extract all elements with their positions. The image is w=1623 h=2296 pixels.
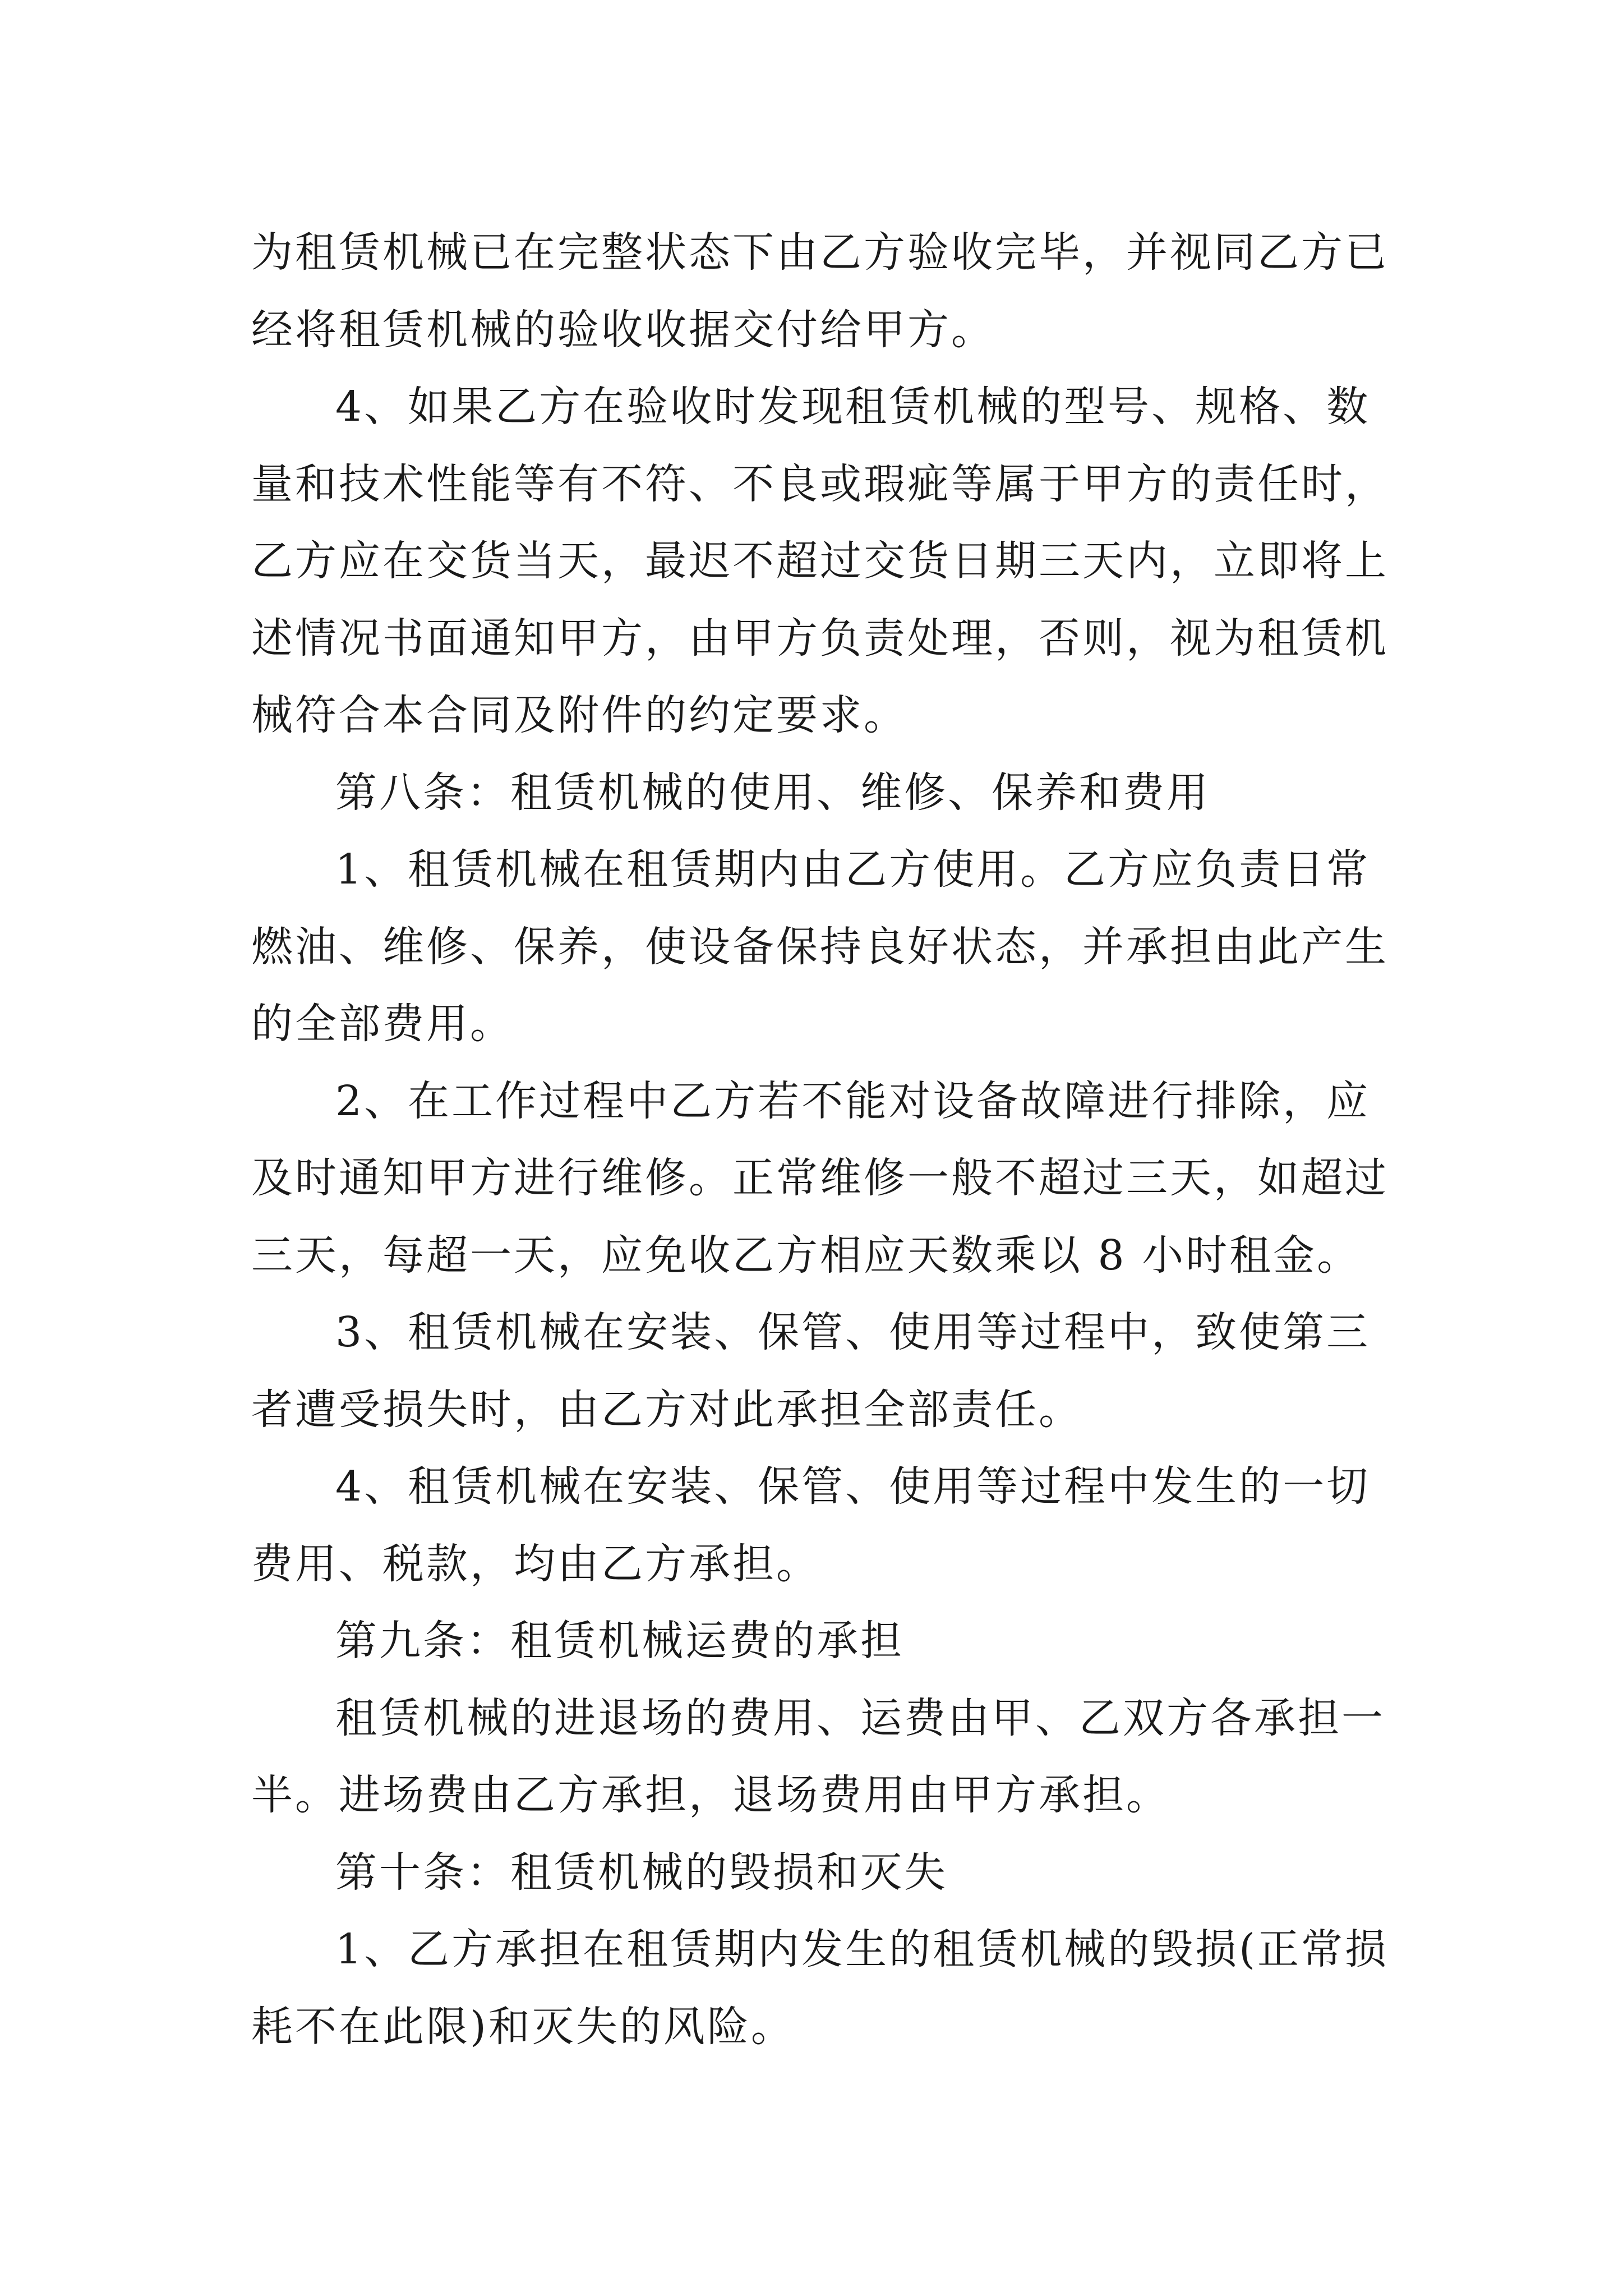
text-line: 3、租赁机械在安装、保管、使用等过程中，致使第三	[335, 1308, 1371, 1356]
text-line: 械符合本合同及附件的约定要求。	[251, 691, 907, 739]
paragraph-7	[251, 1680, 1385, 1834]
section-heading-10	[251, 1834, 1373, 1912]
heading-line: 第九条：租赁机械运费的承担	[335, 1617, 904, 1665]
text-line: 4、如果乙方在验收时发现租赁机械的型号、规格、数	[335, 383, 1371, 431]
heading-line: 第八条：租赁机械的使用、维修、保养和费用	[335, 768, 1210, 817]
text-line: 的全部费用。	[251, 1000, 514, 1048]
text-line: 经将租赁机械的验收收据交付给甲方。	[251, 305, 995, 354]
text-line: 耗不在此限)和灭失的风险。	[251, 2002, 795, 2051]
paragraph-4	[251, 1063, 1389, 1295]
paragraph-5	[251, 1294, 1373, 1448]
text-line: 者遭受损失时，由乙方对此承担全部责任。	[251, 1385, 1082, 1434]
document-body	[251, 214, 1389, 2065]
paragraph-2	[251, 369, 1389, 754]
text-line: 及时通知甲方进行维修。正常维修一般不超过三天，如超过	[251, 1154, 1389, 1202]
text-line: 1、租赁机械在租赁期内由乙方使用。乙方应负责日常	[335, 845, 1371, 894]
text-line: 2、在工作过程中乙方若不能对设备故障进行排除，应	[335, 1076, 1371, 1125]
text-line: 半。进场费由乙方承担，退场费用由甲方承担。	[251, 1771, 1170, 1819]
text-line: 为租赁机械已在完整状态下由乙方验收完毕，并视同乙方已	[251, 228, 1389, 277]
text-line: 燃油、维修、保养，使设备保持良好状态，并承担由此产生	[251, 922, 1389, 971]
text-line: 乙方应在交货当天，最迟不超过交货日期三天内，立即将上	[251, 537, 1389, 585]
paragraph-6	[251, 1448, 1373, 1603]
text-line: 三天，每超一天，应免收乙方相应天数乘以 8 小时租金。	[251, 1231, 1361, 1280]
text-line: 费用、税款，均由乙方承担。	[251, 1539, 820, 1588]
section-heading-8	[251, 754, 1373, 832]
text-line: 述情况书面通知甲方，由甲方负责处理，否则，视为租赁机	[251, 614, 1389, 662]
text-line: 1、乙方承担在租赁期内发生的租赁机械的毁损(正常损	[335, 1925, 1389, 1973]
paragraph-1	[251, 214, 1389, 369]
paragraph-3	[251, 831, 1389, 1063]
text-line: 4、租赁机械在安装、保管、使用等过程中发生的一切	[335, 1462, 1371, 1511]
section-heading-9	[251, 1603, 1373, 1680]
text-line: 租赁机械的进退场的费用、运费由甲、乙双方各承担一	[335, 1694, 1385, 1742]
text-line: 量和技术性能等有不符、不良或瑕疵等属于甲方的责任时，	[251, 459, 1389, 508]
heading-line: 第十条：租赁机械的毁损和灭失	[335, 1848, 948, 1897]
paragraph-8	[251, 1911, 1389, 2065]
